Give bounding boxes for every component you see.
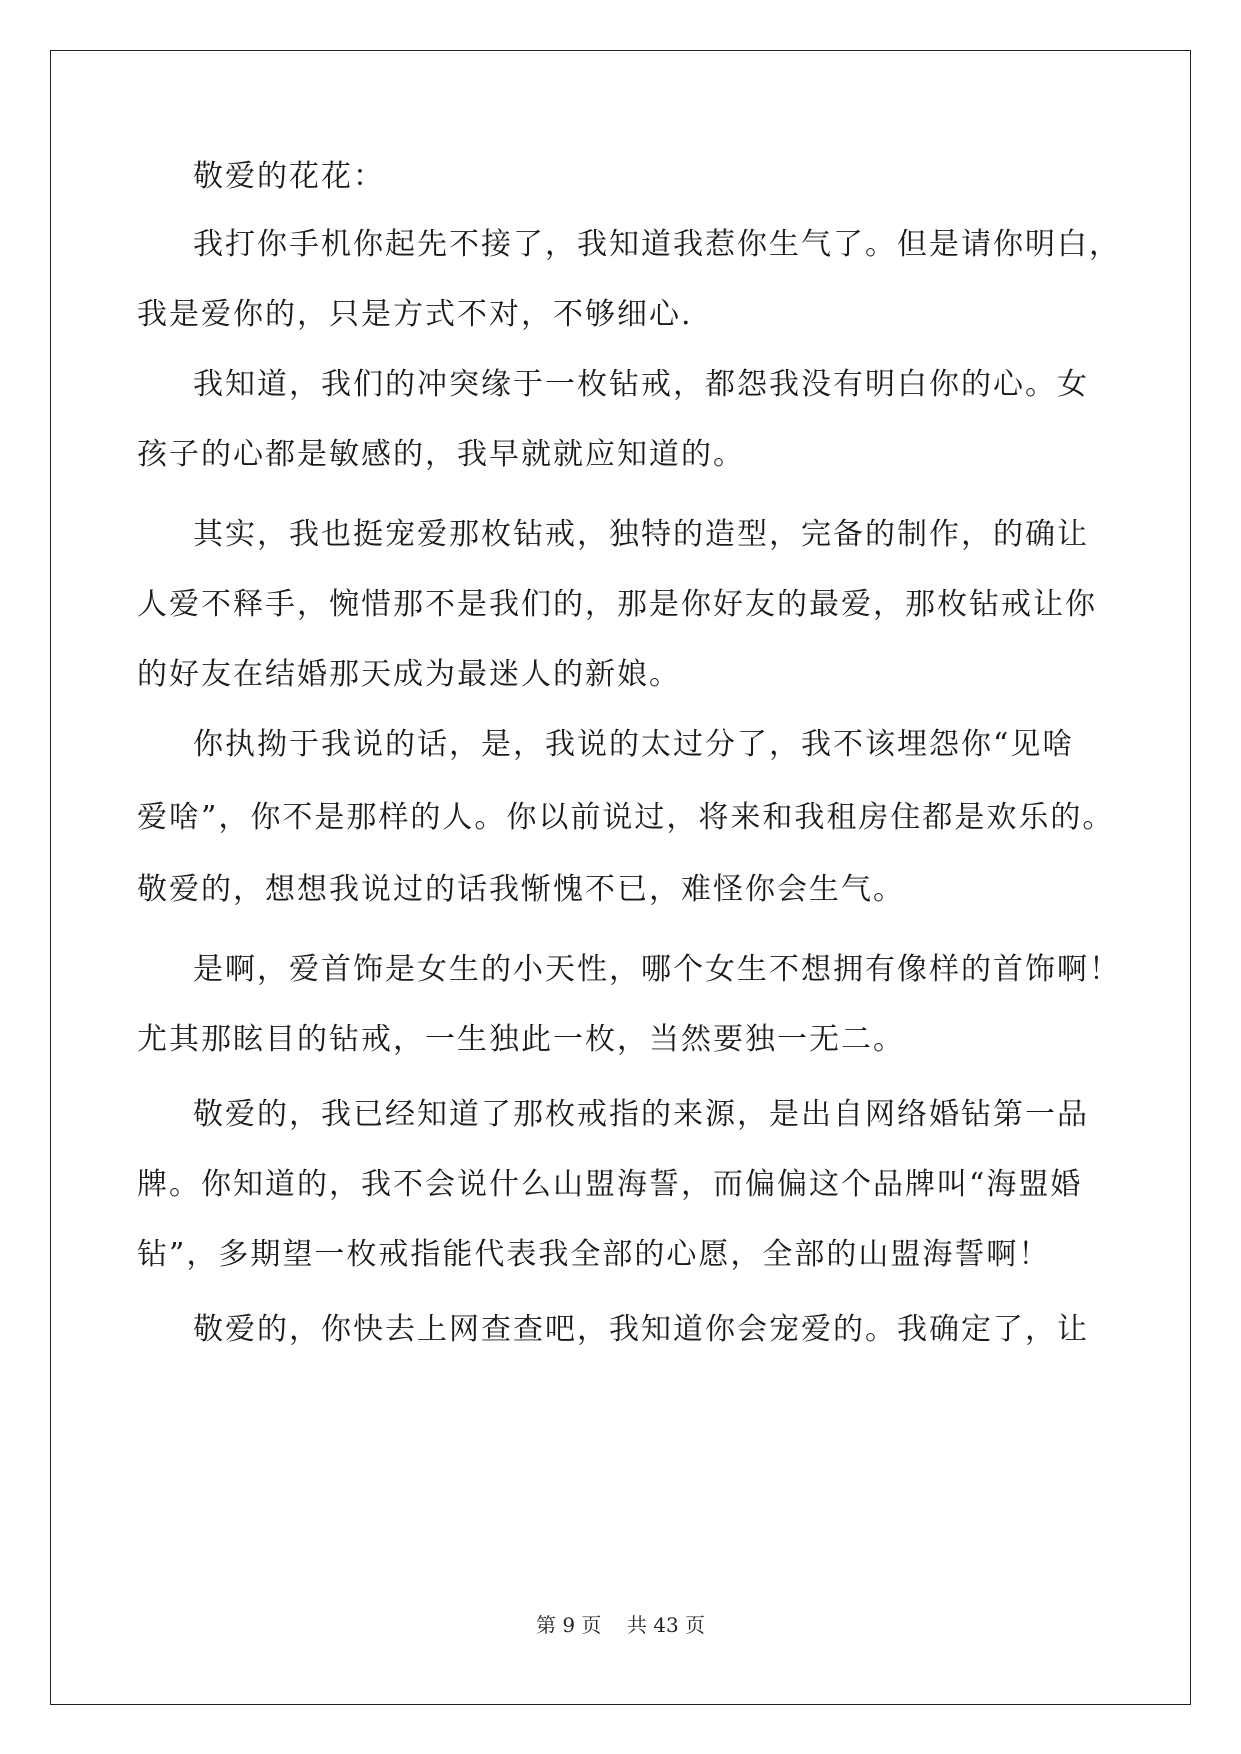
body-line: 敬爱的，你快去上网查查吧，我知道你会宠爱的。我确定了，让 [193,1312,1089,1347]
body-line: 我知道，我们的冲突缘于一枚钻戒，都怨我没有明白你的心。女 [193,367,1089,402]
body-line: 我打你手机你起先不接了，我知道我惹你生气了。但是请你明白， [193,227,1121,262]
page-footer [0,1612,1241,1638]
page-number: 第 9 页 [535,1613,602,1637]
body-line: 人爱不释手，惋惜那不是我们的，那是你好友的最爱，那枚钻戒让你 [137,587,1097,622]
body-line: 爱啥”，你不是那样的人。你以前说过，将来和我租房住都是欢乐的。 [137,800,1115,835]
body-line: 牌。你知道的，我不会说什么山盟海誓，而偏偏这个品牌叫“海盟婚 [137,1167,1083,1202]
body-line: 我是爱你的，只是方式不对，不够细心. [137,297,693,332]
body-line: 敬爱的，想想我说过的话我惭愧不已，难怪你会生气。 [137,872,905,907]
body-line: 敬爱的，我已经知道了那枚戒指的来源，是出自网络婚钻第一品 [193,1097,1089,1132]
body-line: 尤其那眩目的钻戒，一生独此一枚，当然要独一无二。 [137,1022,905,1057]
salutation-line: 敬爱的花花： [193,159,385,194]
total-pages: 共 43 页 [626,1613,706,1637]
body-line: 是啊，爱首饰是女生的小天性，哪个女生不想拥有像样的首饰啊！ [193,952,1121,987]
body-line: 孩子的心都是敏感的，我早就就应知道的。 [137,437,745,472]
body-line: 的好友在结婚那天成为最迷人的新娘。 [137,657,681,692]
body-line: 其实，我也挺宠爱那枚钻戒，独特的造型，完备的制作，的确让 [193,517,1089,552]
body-line: 你执拗于我说的话，是，我说的太过分了，我不该埋怨你“见啥 [193,727,1075,762]
body-line: 钻”，多期望一枚戒指能代表我全部的心愿，全部的山盟海誓啊！ [137,1237,1051,1272]
